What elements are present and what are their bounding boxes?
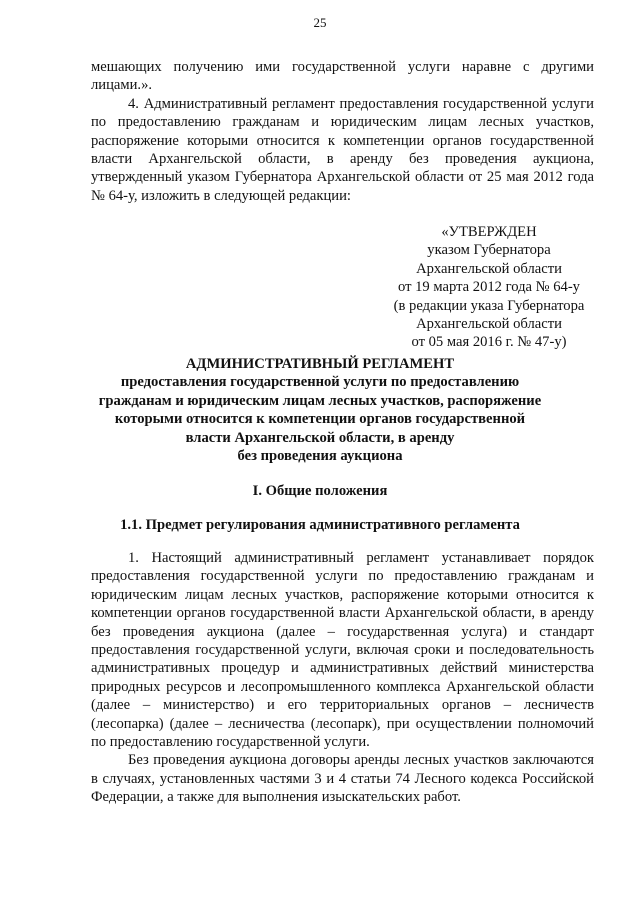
intro-block	[91, 58, 594, 205]
approval-line: от 05 мая 2016 г. № 47-у)	[411, 334, 567, 351]
document-title	[60, 355, 580, 465]
title-subline: власти Архангельской области, в аренду	[185, 429, 455, 446]
title-subline: гражданам и юридическим лицам лесных участков, распоряжение	[98, 392, 542, 409]
section-heading: I. Общие положения	[252, 483, 388, 499]
title-subline: предоставления государственной услуги по предоставлению	[120, 374, 520, 391]
approval-line: Архангельской области	[416, 316, 562, 333]
item-4-paragraph: 4. Административный регламент предоставления государственной услуги по предоставлению гражданам и юридическим лицам лесных участков, распоряжение которыми относится к компетенции органов государственной власти Архангельской области, в аренду без проведения аукциона, утвержденный указом Губернатора Архангельской области от 25 мая 2012 года № 64-у, изложить в следующей редакции:	[91, 95, 594, 204]
section-subheading: 1.1. Предмет регулирования административного регламента	[120, 517, 520, 533]
approval-line: Архангельской области	[416, 260, 562, 277]
paragraph-2: Без проведения аукциона договоры аренды лесных участков заключаются в случаях, установленных частями 3 и 4 статьи 74 Лесного кодекса Российской Федерации, а также для выполнения изыскательских работ.	[91, 752, 594, 806]
continuation-paragraph: мешающих получению ими государственной услуги наравне с другими лицами.».	[91, 59, 594, 94]
approval-line: (в редакции указа Губернатора	[393, 297, 585, 314]
approval-stamp	[355, 223, 623, 352]
title-subline: которыми относится к компетенции органов государственной	[114, 411, 526, 428]
section-body	[91, 549, 594, 807]
approval-line: указом Губернатора	[427, 242, 551, 259]
approval-line: «УТВЕРЖДЕН	[441, 224, 537, 240]
page-number: 25	[313, 15, 327, 30]
paragraph-1: 1. Настоящий административный регламент устанавливает порядок предоставления государственной услуги по предоставлению гражданам и юридическим лицам лесных участков, распоряжение которыми относится к компетенции органов государственной власти Архангельской области, в аренду без проведения аукциона (далее – государственная услуга) и стандарт предоставления государственной услуги, включая сроки и последовательность административных процедур и административных действий министерства природных ресурсов и лесопромышленного комплекса Архангельской области (далее – министерство) и его территориальных органов – лесничеств (лесопарка) (далее – лесничества (лесопарк), при осуществлении полномочий по предоставлению государственной услуги.	[91, 550, 594, 751]
title-main: АДМИНИСТРАТИВНЫЙ РЕГЛАМЕНТ	[185, 356, 455, 372]
title-subline: без проведения аукциона	[237, 448, 403, 465]
approval-line: от 19 марта 2012 года № 64-у	[398, 279, 580, 296]
